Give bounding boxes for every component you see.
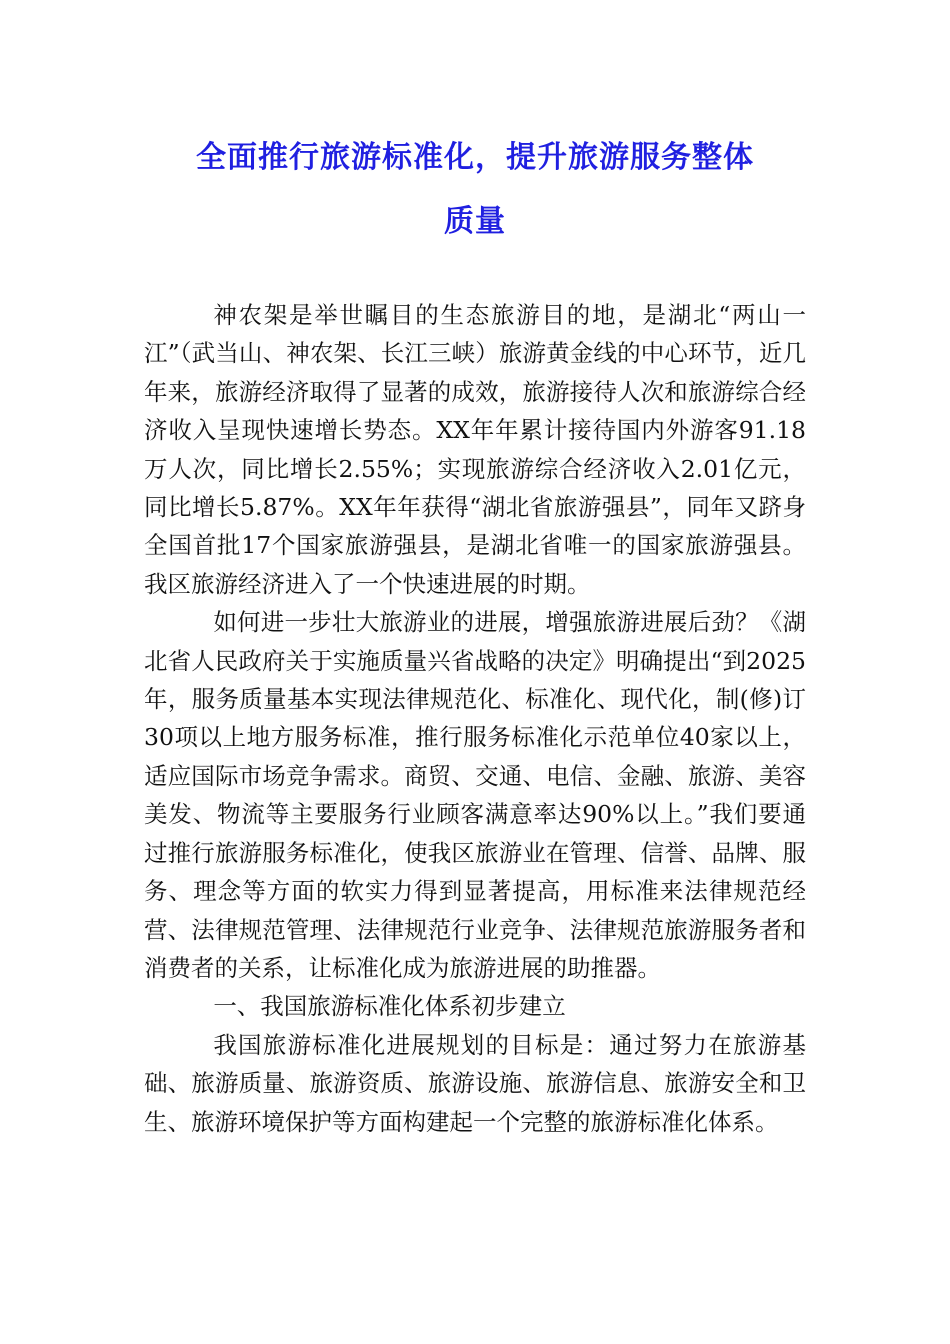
document-body bbox=[144, 296, 806, 1141]
document-title bbox=[120, 126, 830, 254]
title-line-2: 质量 bbox=[444, 204, 506, 239]
title-line-1: 全面推行旅游标准化，提升旅游服务整体 bbox=[196, 140, 754, 175]
paragraph-2: 如何进一步壮大旅游业的进展，增强旅游进展后劲？《湖北省人民政府关于实施质量兴省战略的决定》明确提出“到2025年，服务质量基本实现法律规范化、标准化、现代化，制(修)订30项以上地方服务标准，推行服务标准化示范单位40家以上，适应国际市场竞争需求。商贸、交通、电信、金融、旅游、美容美发、物流等主要服务行业顾客满意率达90%以上。”我们要通过推行旅游服务标准化，使我区旅游业在管理、信誉、品牌、服务、理念等方面的软实力得到显著提高，用标准来法律规范经营、法律规范管理、法律规范行业竞争、法律规范旅游服务者和消费者的关系，让标准化成为旅游进展的助推器。 bbox=[144, 608, 806, 982]
section-paragraph: 我国旅游标准化进展规划的目标是：通过努力在旅游基础、旅游质量、旅游资质、旅游设施、旅游信息、旅游安全和卫生、旅游环境保护等方面构建起一个完整的旅游标准化体系。 bbox=[144, 1030, 806, 1136]
paragraph-1: 神农架是举世瞩目的生态旅游目的地，是湖北“两山一江”（武当山、神农架、长江三峡）旅游黄金线的中心环节，近几年来，旅游经济取得了显著的成效，旅游接待人次和旅游综合经济收入呈现快速增长势态。XX年年累计接待国内外游客91.18万人次，同比增长2.55%；实现旅游综合经济收入2.01亿元，同比增长5.87%。XX年年获得“湖北省旅游强县”，同年又跻身全国首批17个国家旅游强县，是湖北省唯一的国家旅游强县。我区旅游经济进入了一个快速进展的时期。 bbox=[144, 301, 806, 598]
section-heading: 一、我国旅游标准化体系初步建立 bbox=[213, 992, 566, 1021]
